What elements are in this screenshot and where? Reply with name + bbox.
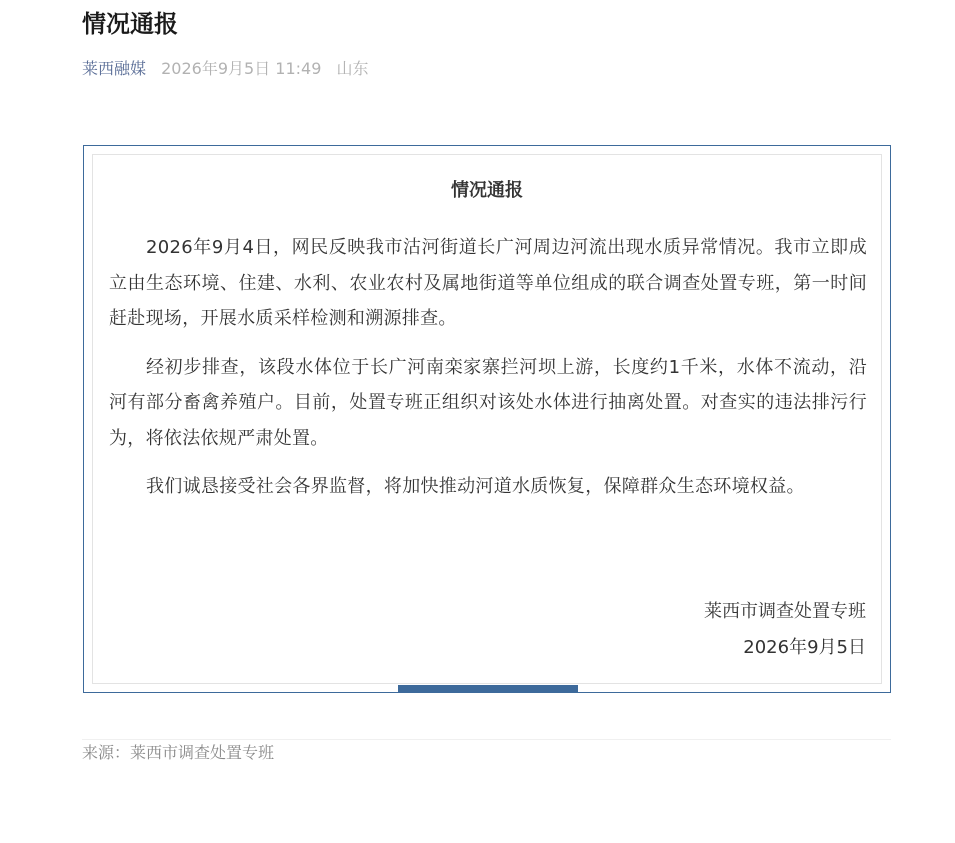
notice-signature-block (704, 594, 866, 665)
notice-signature: 莱西市调查处置专班 (704, 601, 866, 622)
notice-paragraph: 经初步排查，该段水体位于长广河南栾家寨拦河坝上游，长度约1千米，水体不流动，沿河有部分畜禽养殖户。目前，处置专班正组织对该处水体进行抽离处置。对查实的违法排污行为，将依法依规严肃处置。 (109, 356, 867, 449)
article-source: 来源：莱西市调查处置专班 (82, 743, 275, 762)
article-meta (82, 56, 369, 82)
account-name-link[interactable]: 莱西融媒 (82, 59, 147, 78)
notice-body (109, 230, 867, 518)
notice-date: 2026年9月5日 (743, 636, 866, 658)
publish-time: 2026年9月5日 11:49 (161, 59, 322, 78)
notice-bottom-accent-bar (398, 685, 578, 693)
article-title: 情况通报 (82, 10, 178, 38)
notice-paragraph: 我们诚恳接受社会各界监督，将加快推动河道水质恢复，保障群众生态环境权益。 (146, 476, 805, 497)
notice-paragraph: 2026年9月4日，网民反映我市沽河街道长广河周边河流出现水质异常情况。我市立即成立由生态环境、住建、水利、农业农村及属地街道等单位组成的联合调查处置专班，第一时间赶赴现场，开展水质采样检测和溯源排查。 (109, 237, 867, 329)
notice-heading: 情况通报 (451, 180, 523, 201)
publish-region: 山东 (336, 59, 369, 78)
